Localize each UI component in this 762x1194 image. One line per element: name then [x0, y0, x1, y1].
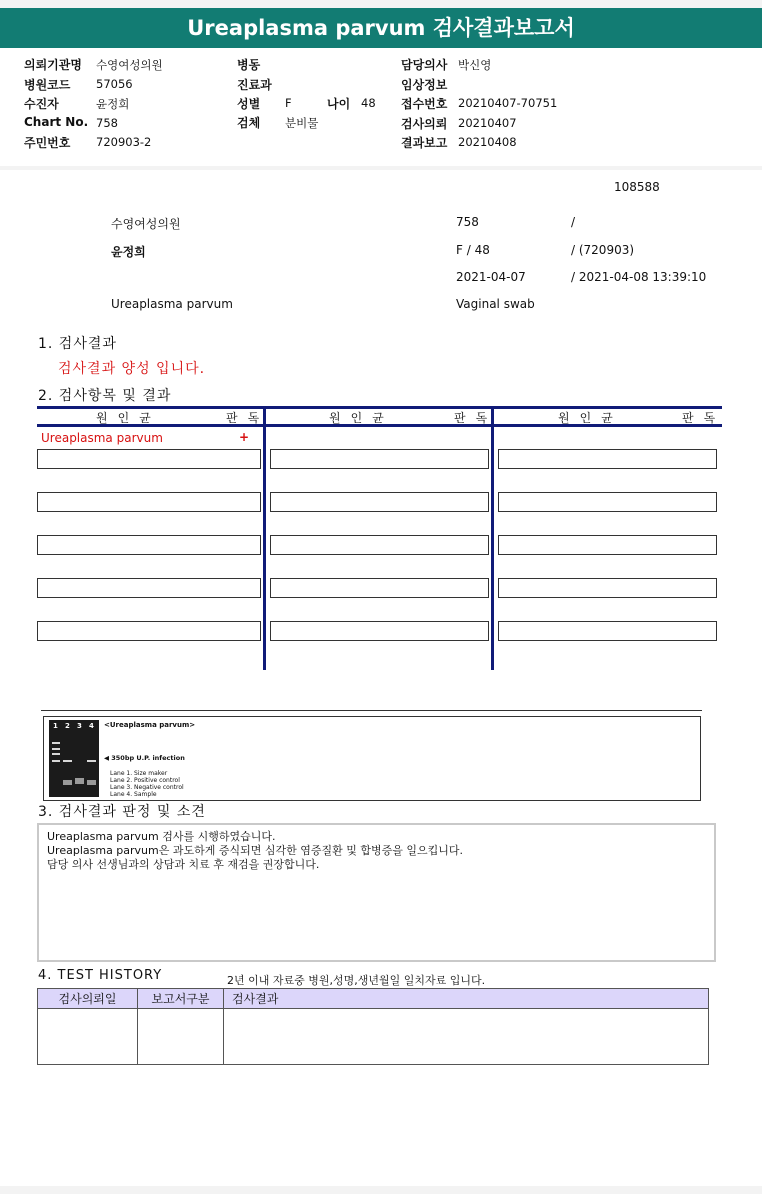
sex-label: 성별	[237, 97, 261, 111]
gel-legend-2: Lane 2. Positive control	[110, 777, 180, 784]
history-cell	[38, 1009, 138, 1065]
gel-top-rule	[41, 710, 702, 711]
id-value: 720903-2	[96, 135, 152, 149]
section4-title: 4. TEST HISTORY	[38, 968, 163, 983]
result-box	[498, 535, 717, 555]
summary-specimen: Vaginal swab	[456, 297, 535, 311]
gel-band	[52, 742, 60, 744]
summary-test-name: Ureaplasma parvum	[111, 297, 233, 311]
hospital-label: 의뢰기관명	[24, 58, 82, 72]
hospital-value: 수영여성의원	[96, 58, 163, 72]
result-box	[37, 578, 261, 598]
opinion-box	[37, 823, 716, 962]
gel-legend-3: Lane 3. Negative control	[110, 784, 184, 791]
doctor-value: 박신영	[458, 58, 492, 72]
grid-divider-1	[263, 406, 266, 670]
grid-divider-2	[491, 406, 494, 670]
organism-judgement: +	[239, 430, 250, 444]
specimen-label: 검체	[237, 116, 261, 130]
section3-title: 3. 검사결과 판정 및 소견	[38, 804, 206, 820]
patient-value: 윤정희	[96, 97, 130, 111]
summary-chart-slash: /	[571, 215, 576, 229]
sex-value: F	[285, 96, 292, 110]
section2-title: 2. 검사항목 및 결과	[38, 388, 172, 404]
lane-2-label: 2	[65, 722, 70, 730]
result-box	[498, 578, 717, 598]
gel-image	[49, 720, 99, 797]
result-box	[37, 449, 261, 469]
hospital-code-label: 병원코드	[24, 78, 71, 92]
gel-marker-note: ◀ 350bp U.P. infection	[104, 754, 185, 762]
section1-title: 1. 검사결과	[38, 336, 117, 352]
col-organism-3: 원인균	[558, 411, 623, 425]
gel-band	[87, 780, 96, 785]
gel-band	[87, 760, 96, 762]
gel-band	[52, 760, 60, 762]
result-box	[270, 578, 489, 598]
lane-3-label: 3	[77, 722, 82, 730]
request-value: 20210407	[458, 116, 517, 130]
age-label: 나이	[327, 97, 351, 111]
history-empty-row	[38, 1009, 709, 1065]
result-box	[37, 621, 261, 641]
report-title: Ureaplasma parvum 검사결과보고서	[0, 8, 762, 48]
summary-chart: 758	[456, 215, 479, 229]
history-table	[37, 988, 709, 1065]
receipt-label: 접수번호	[401, 97, 448, 111]
history-col-result: 검사결과	[224, 989, 709, 1009]
history-note: 2년 이내 자료중 병원,성명,생년월일 일치자료 입니다.	[227, 974, 486, 987]
result-box	[270, 621, 489, 641]
result-box	[498, 492, 717, 512]
request-label: 검사의뢰	[401, 117, 448, 131]
col-judgement-2: 판독	[454, 411, 498, 425]
gel-electrophoresis-figure	[43, 716, 701, 801]
result-box	[37, 535, 261, 555]
col-judgement-1: 판독	[226, 411, 270, 425]
dept-label: 진료과	[237, 78, 272, 92]
summary-sex-age: F / 48	[456, 243, 490, 257]
summary-patient: 윤정희	[111, 245, 146, 259]
chart-label: Chart No.	[24, 115, 89, 129]
summary-birth: / (720903)	[571, 243, 635, 257]
positive-result: 검사결과 양성 입니다.	[58, 361, 206, 377]
col-organism-2: 원인균	[329, 411, 394, 425]
history-col-report-type: 보고서구분	[138, 989, 224, 1009]
doctor-label: 담당의사	[401, 58, 448, 72]
specimen-value: 분비물	[285, 116, 319, 130]
history-col-request-date: 검사의뢰일	[38, 989, 138, 1009]
result-box	[498, 621, 717, 641]
result-box	[270, 535, 489, 555]
result-box	[498, 449, 717, 469]
hospital-code-value: 57056	[96, 77, 133, 91]
opinion-line: Ureaplasma parvum 검사를 시행하였습니다.	[47, 830, 276, 843]
header-info	[0, 48, 762, 166]
organism-name: Ureaplasma parvum	[41, 431, 163, 445]
report-body	[0, 170, 762, 1186]
col-judgement-3: 판독	[682, 411, 726, 425]
summary-report-datetime: / 2021-04-08 13:39:10	[571, 270, 707, 284]
id-label: 주민번호	[24, 136, 71, 150]
gel-band	[63, 780, 72, 785]
opinion-line: Ureaplasma parvum은 과도하게 증식되면 심각한 염증질환 및 합병증을 일으킵니다.	[47, 844, 463, 857]
patient-label: 수진자	[24, 97, 59, 111]
lane-1-label: 1	[53, 722, 58, 730]
clinical-label: 임상정보	[401, 78, 448, 92]
gel-legend-1: Lane 1. Size maker	[110, 770, 168, 777]
opinion-line: 담당 의사 선생님과의 상담과 치료 후 재검을 권장합니다.	[47, 858, 320, 871]
report-code: 108588	[614, 180, 660, 194]
history-cell	[138, 1009, 224, 1065]
gel-heading: <Ureaplasma parvum>	[104, 721, 196, 729]
age-value: 48	[361, 96, 376, 110]
gel-band	[52, 753, 60, 755]
ward-label: 병동	[237, 58, 261, 72]
col-organism-1: 원인균	[96, 411, 161, 425]
result-box	[270, 449, 489, 469]
summary-hospital: 수영여성의원	[111, 217, 181, 231]
result-box	[37, 492, 261, 512]
gel-band	[75, 778, 84, 784]
summary-request-date: 2021-04-07	[456, 270, 526, 284]
gel-legend-4: Lane 4. Sample	[110, 791, 157, 798]
chart-value: 758	[96, 116, 118, 130]
gel-band	[63, 760, 72, 762]
gel-band	[52, 748, 60, 750]
receipt-value: 20210407-70751	[458, 96, 558, 110]
report-label: 결과보고	[401, 136, 448, 150]
lane-4-label: 4	[89, 722, 94, 730]
history-cell	[224, 1009, 709, 1065]
result-box	[270, 492, 489, 512]
report-value: 20210408	[458, 135, 517, 149]
